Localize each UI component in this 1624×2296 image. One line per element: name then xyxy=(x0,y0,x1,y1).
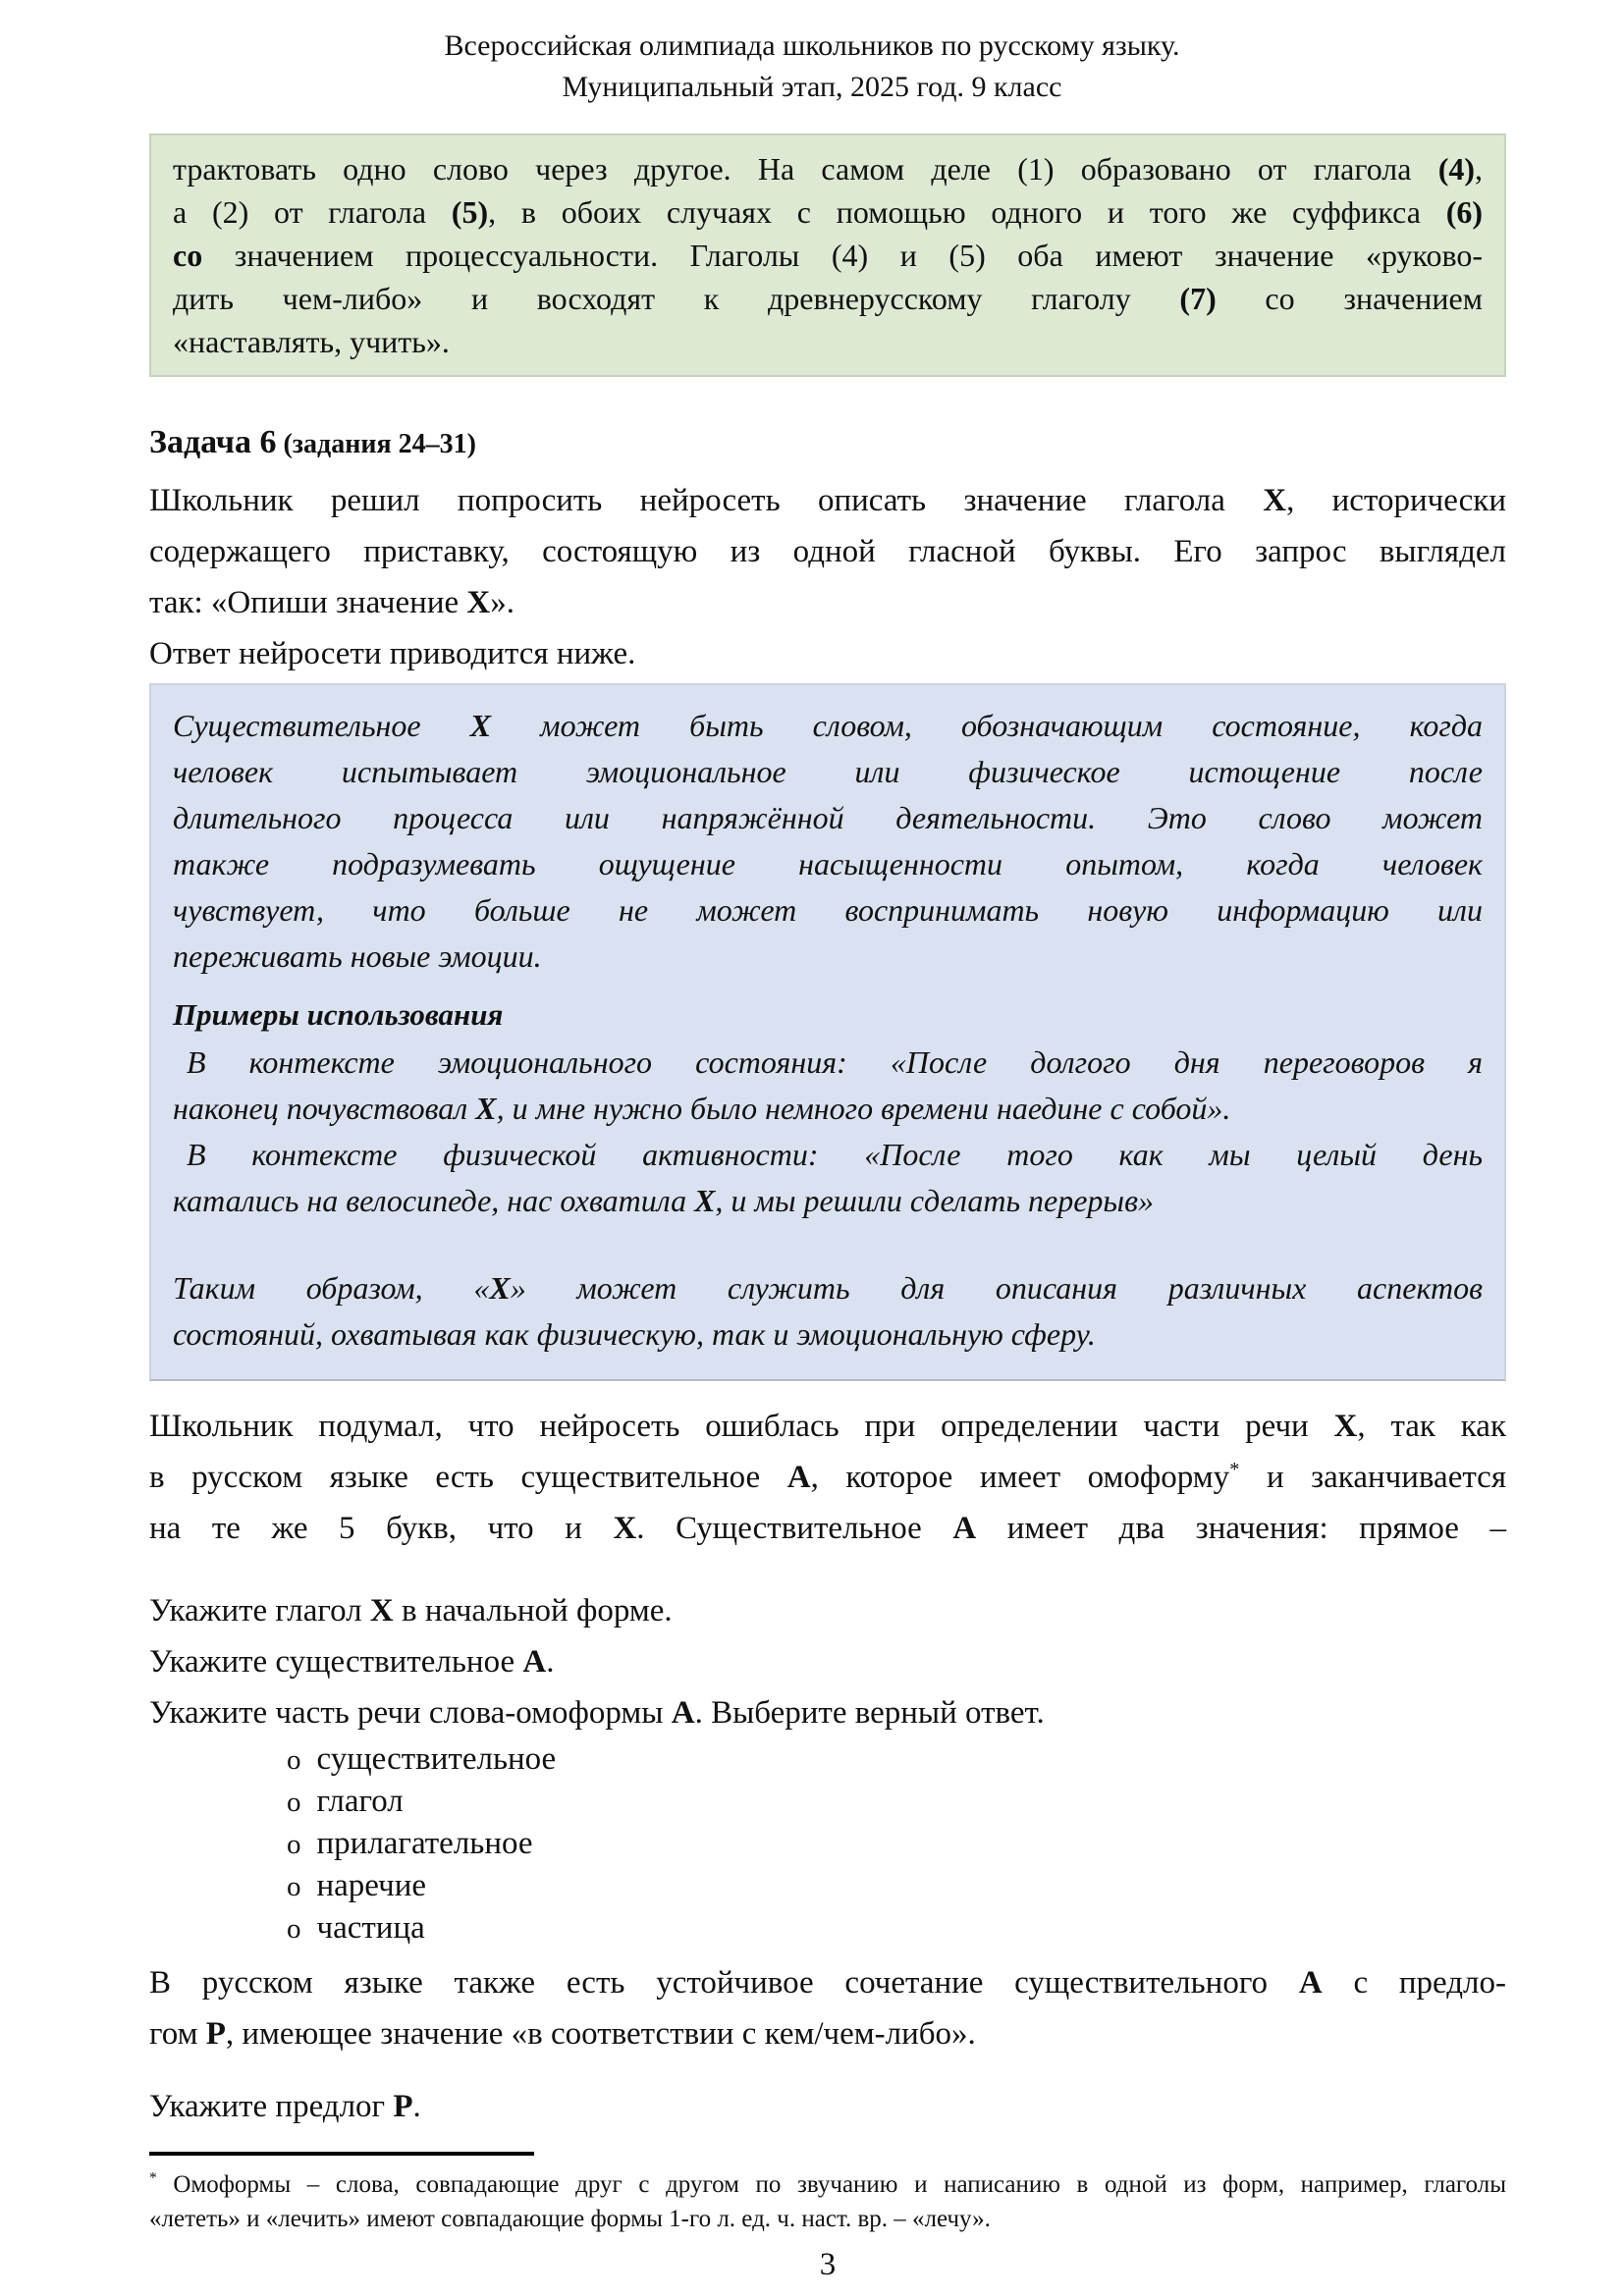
text-line: Школьник решил попросить нейросеть описать значение глагола Х, исторически xyxy=(149,483,1507,518)
text-line: трактовать одно слово через другое. На самом деле (1) образовано от глагола (4), xyxy=(173,151,1483,187)
footnote-separator xyxy=(149,2152,534,2156)
option-item xyxy=(287,1781,1506,1823)
question-noun-a: Укажите существительное А. xyxy=(149,1644,555,1680)
option-item xyxy=(287,1738,1506,1781)
footnote xyxy=(149,2167,1506,2236)
question-part-of-speech: Укажите часть речи слова-омоформы А. Выберите верный ответ. xyxy=(149,1695,1045,1731)
intro-paragraph xyxy=(149,475,1506,679)
option-label: глагол xyxy=(316,1784,404,1819)
analysis-paragraph xyxy=(149,1401,1506,1554)
header-title-line2: Муниципальный этап, 2025 год. 9 класс xyxy=(562,71,1062,103)
tail-paragraph xyxy=(149,1957,1506,2059)
examples-heading: Примеры использования xyxy=(173,997,504,1032)
text-line: Таким образом, «Х» может служить для описания различных аспектов xyxy=(173,1270,1483,1306)
text-line: на те же 5 букв, что и Х. Существительное А имеет два значения: прямое – xyxy=(149,1511,1507,1546)
text-line: В контексте эмоционального состояния: «После долгого дня переговоров я xyxy=(187,1044,1483,1080)
text-line: длительного процесса или напряжённой деятельности. Это слово может xyxy=(173,800,1483,835)
text-line: в русском языке есть существительное А, которое имеет омоформу* и заканчивается xyxy=(149,1459,1506,1495)
masked-task-box xyxy=(149,133,1506,377)
text-line: так: «Опиши значение Х». xyxy=(149,585,514,620)
option-item xyxy=(287,1907,1506,1949)
text-line: а (2) от глагола (5), в обоих случаях с помощью одного и того же суффикса (6) xyxy=(173,194,1484,230)
ai-conclusion-paragraph xyxy=(173,1265,1483,1358)
text-line: гом Р, имеющее значение «в соответствии с кем/чем-либо». xyxy=(149,2016,976,2052)
text-line: переживать новые эмоции. xyxy=(173,938,542,974)
text-line: «наставлять, учить». xyxy=(173,324,450,359)
text-line: человек испытывает эмоциональное или физическое истощение после xyxy=(173,754,1483,789)
option-label: существительное xyxy=(316,1741,557,1777)
text-line: также подразумевать ощущение насыщенности опытом, когда человек xyxy=(173,846,1483,881)
ai-description-paragraph xyxy=(173,703,1483,980)
text-line: дить чем-либо» и восходят к древнерусскому глаголу (7) со значением xyxy=(173,281,1484,316)
ai-example-physical xyxy=(173,1132,1483,1224)
text-line: катались на велосипеде, нас охватила Х, и мы решили сделать перерыв» xyxy=(173,1183,1154,1218)
circle-bullet: o xyxy=(287,1913,301,1945)
option-item xyxy=(287,1823,1506,1865)
option-label: прилагательное xyxy=(316,1826,533,1861)
circle-bullet: o xyxy=(287,1829,301,1860)
task-title-sub: (задания 24–31) xyxy=(276,429,476,459)
text-line: содержащего приставку, состоящую из одной гласной буквы. Его запрос выглядел xyxy=(149,534,1506,569)
text-line: наконец почувствовал Х, и мне нужно было немного времени наедине с собой». xyxy=(173,1091,1231,1126)
circle-bullet: o xyxy=(287,1744,301,1776)
option-item xyxy=(287,1865,1506,1907)
page-header xyxy=(0,26,1624,108)
text-line: * Омоформы – слова, совпадающие друг с другом по звучанию и написанию в одной из форм, например, глаголы xyxy=(149,2169,1506,2198)
ai-example-emotional xyxy=(173,1040,1483,1132)
circle-bullet: o xyxy=(287,1787,301,1818)
task-title xyxy=(149,420,1506,467)
text-line: В русском языке также есть устойчивое сочетание существительного А с предло- xyxy=(149,1965,1506,2001)
task-title-main: Задача 6 xyxy=(149,424,277,460)
header-title-line1: Всероссийская олимпиада школьников по русскому языку. xyxy=(444,29,1180,62)
page-content xyxy=(149,133,1506,2285)
text-line: Ответ нейросети приводится ниже. xyxy=(149,636,636,671)
question-preposition: Укажите предлог Р. xyxy=(149,2089,421,2124)
options-list xyxy=(149,1738,1506,1949)
text-line: со значением процессуальности. Глаголы (4) и (5) оба имеют значение «руково- xyxy=(173,238,1483,273)
text-line: чувствует, что больше не может воспринимать новую информацию или xyxy=(173,892,1483,928)
option-label: наречие xyxy=(316,1868,427,1903)
text-line: Существительное Х может быть словом, обозначающим состояние, когда xyxy=(173,708,1484,743)
text-line: В контексте физической активности: «После того как мы целый день xyxy=(187,1137,1483,1172)
text-line: Школьник подумал, что нейросеть ошиблась при определении части речи Х, так как xyxy=(149,1409,1506,1444)
text-line: состояний, охватывая как физическую, так и эмоциональную сферу. xyxy=(173,1316,1096,1352)
text-line: «лететь» и «лечить» имеют совпадающие формы 1-го л. ед. ч. наст. вр. – «лечу». xyxy=(149,2206,991,2232)
page-number: 3 xyxy=(819,2247,837,2282)
option-label: частица xyxy=(316,1910,425,1946)
ai-answer-box xyxy=(149,683,1506,1381)
question-verb-initial-form: Укажите глагол Х в начальной форме. xyxy=(149,1593,673,1629)
circle-bullet: o xyxy=(287,1871,301,1902)
